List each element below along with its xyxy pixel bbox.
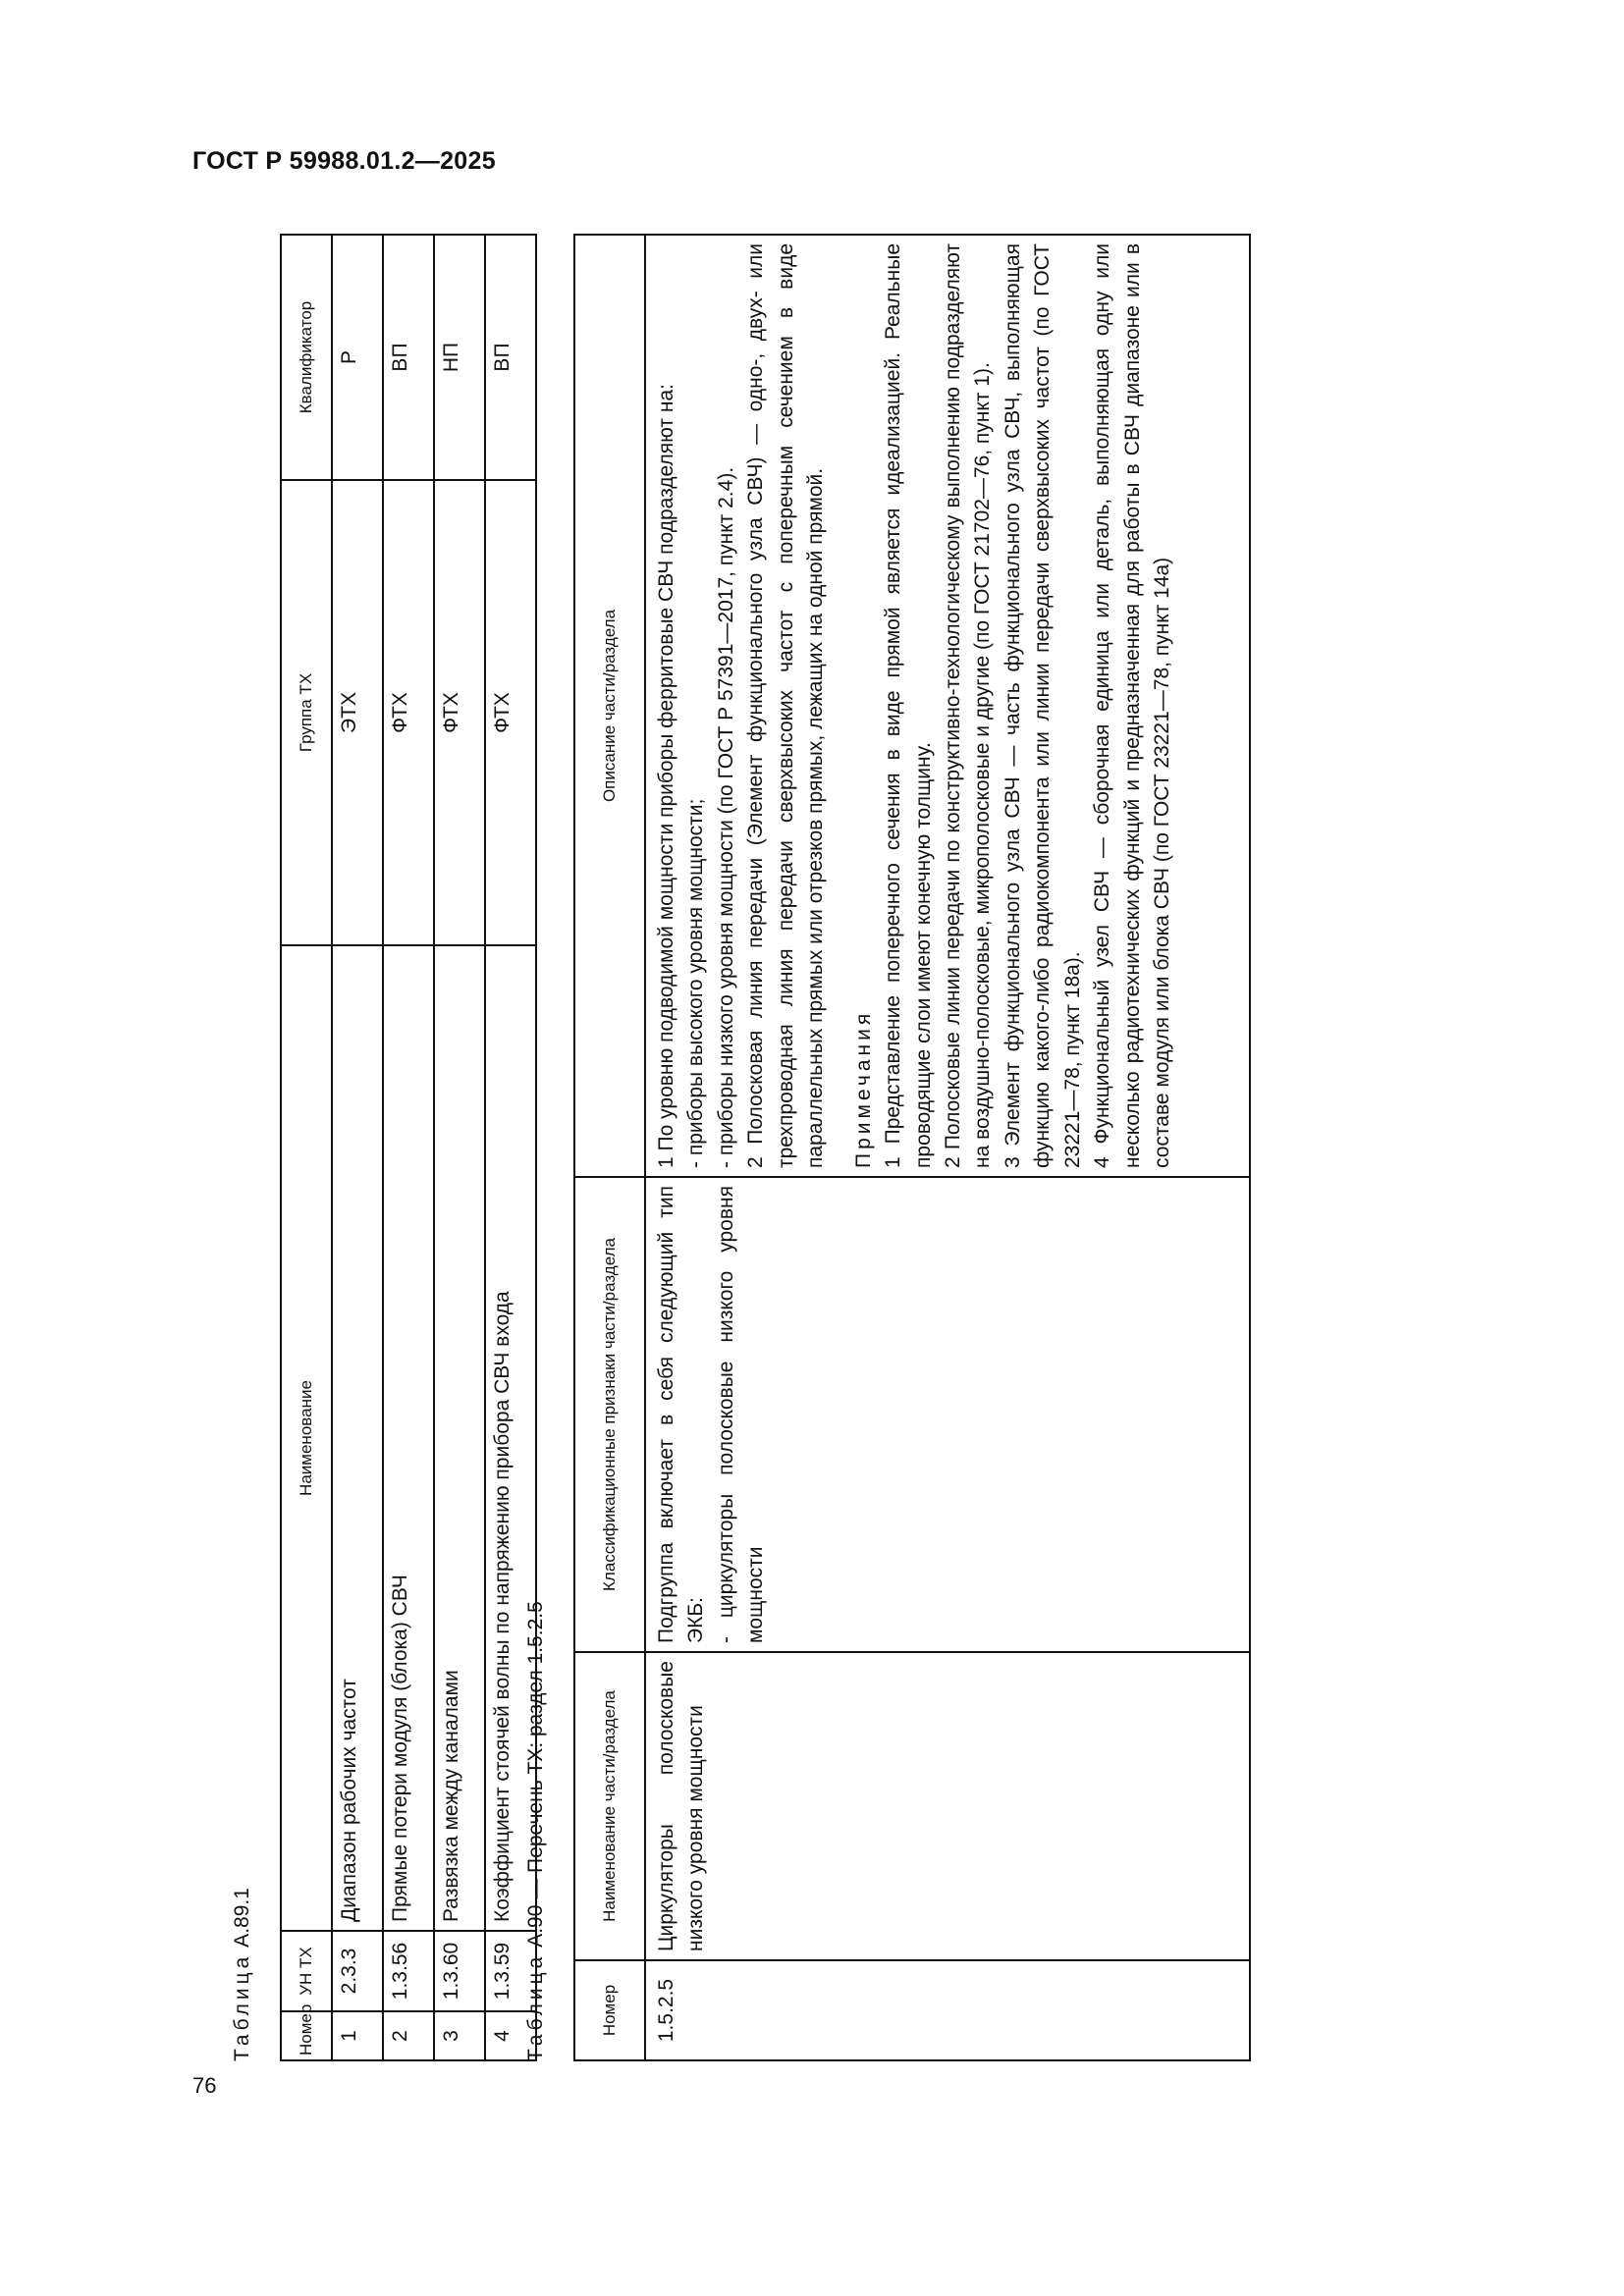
table-caption-word: Таблица (231, 1952, 253, 2061)
table-a90 (573, 234, 1251, 2061)
cell-number: 4 (485, 2011, 536, 2060)
cell-name: Прямые потери модуля (блока) СВЧ (383, 945, 434, 1931)
table-caption-rest: А.90 — Перечень ТХ: раздел 1.5.2.5 (524, 1601, 547, 1948)
cell-qualifier: ВП (485, 235, 536, 480)
col-header-qualifier: Квалификатор (281, 235, 332, 480)
table-caption-word: Таблица (524, 1952, 547, 2061)
table-a89-1-caption (229, 234, 280, 2061)
description-paragraph: - приборы высокого уровня мощности; (684, 798, 708, 1168)
description-paragraph: 1 По уровню подводимой мощности приборы ферритовые СВЧ подразделяют на: (655, 384, 677, 1168)
col-header-number: Номер (574, 1960, 645, 2060)
table-a90-caption (522, 234, 573, 2061)
table-a90-block (522, 234, 1251, 2061)
cell-number: 1 (332, 2011, 383, 2060)
cell-group: ФТХ (383, 480, 434, 945)
col-header-group: Группа ТХ (281, 480, 332, 945)
table-a89-1 (280, 234, 537, 2061)
description-paragraph: 2 Полосковая линия передачи (Элемент функционального узла СВЧ) — одно-, двух- или трехпроводная линия передачи сверхвысоких частот с поперечным сечением в виде параллельных прямых или отрезков прямых, лежащих на одной прямой. (744, 243, 828, 1168)
classification-line: - циркуляторы полосковые низкого уровня мощности (714, 1186, 768, 1643)
table-row (645, 235, 1250, 2060)
note-paragraph: 2 Полосковые линии передачи по конструктивно-технологическому выполнению подразделяют на воздушно-полосковые, микрополосковые и другие (по ГОСТ 21702—76, пункт 1). (941, 243, 995, 1168)
table-a89-1-block (229, 234, 537, 2061)
cell-name: Коэффициент стоячей волны по напряжению прибора СВЧ входа (485, 945, 536, 1931)
cell-qualifier: НП (434, 235, 485, 480)
cell-group: ФТХ (434, 480, 485, 945)
classification-line: Подгруппа включает в себя следующий тип ЭКБ: (655, 1186, 708, 1643)
cell-qualifier: ВП (383, 235, 434, 480)
cell-number: 2 (383, 2011, 434, 2060)
table-row (332, 235, 383, 2060)
cell-group: ЭТХ (332, 480, 383, 945)
col-header-description: Описание части/раздела (574, 235, 645, 1177)
cell-number: 3 (434, 2011, 485, 2060)
description-paragraph: - приборы низкого уровня мощности (по ГОСТ Р 57391—2017, пункт 2.4). (714, 466, 737, 1168)
table-row (383, 235, 434, 2060)
col-header-name: Наименование (281, 945, 332, 1931)
cell-code: 2.3.3 (332, 1931, 383, 2011)
note-paragraph: 4 Функциональный узел СВЧ — сборочная единица или деталь, выполняющая одну или несколько радиотехнических функций и предназначенная для работы в СВЧ диапазоне или в составе модуля или блока СВЧ (по ГОСТ 23221—78, пункт 14а) (1091, 243, 1173, 1168)
cell-name: Развязка между каналами (434, 945, 485, 1931)
cell-code: 1.3.56 (383, 1931, 434, 2011)
cell-part-name: Циркуляторы полосковые низкого уровня мощности (645, 1652, 1250, 1960)
document-header: ГОСТ Р 59988.01.2—2025 (192, 147, 496, 175)
col-header-number: Номер (281, 2011, 332, 2060)
cell-qualifier: Р (332, 235, 383, 480)
cell-group: ФТХ (485, 480, 536, 945)
col-header-part-name: Наименование части/раздела (574, 1652, 645, 1960)
note-paragraph: 3 Элемент функционального узла СВЧ — часть функционального узла СВЧ, выполняющая функцию какого-либо радиокомпонента или линии передачи сверхвысоких частот (по ГОСТ 23221—78, пункт 18а). (1001, 243, 1084, 1168)
cell-classification (645, 1177, 1250, 1652)
cell-number: 1.5.2.5 (645, 1960, 1250, 2060)
page-number: 76 (192, 2073, 217, 2098)
table-row (434, 235, 485, 2060)
col-header-un-tx: УН ТХ (281, 1931, 332, 2011)
cell-code: 1.3.60 (434, 1931, 485, 2011)
notes-title: Примечания (851, 1009, 875, 1168)
table-caption-id: А.89.1 (231, 1888, 253, 1948)
note-paragraph: 1 Представление поперечного сечения в виде прямой является идеализацией. Реальные проводящие слои имеют конечную толщину. (882, 243, 935, 1168)
col-header-classification: Классификационные признаки части/раздела (574, 1177, 645, 1652)
cell-code: 1.3.59 (485, 1931, 536, 2011)
cell-description (645, 235, 1250, 1177)
cell-name: Диапазон рабочих частот (332, 945, 383, 1931)
